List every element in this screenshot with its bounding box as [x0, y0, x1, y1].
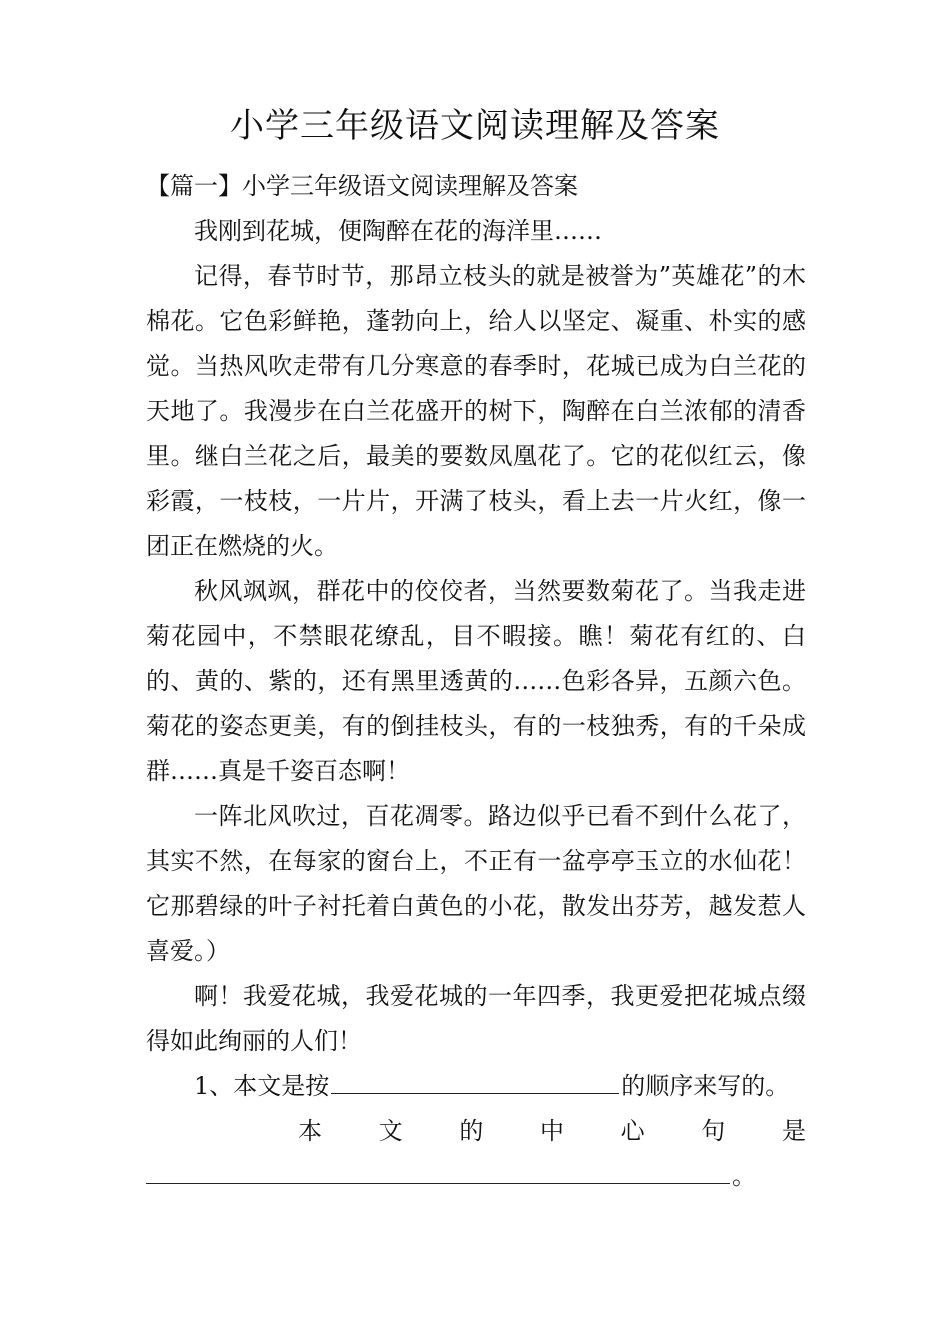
question-2	[146, 1109, 806, 1154]
paragraph-conclusion: 啊！我爱花城，我爱花城的一年四季，我更爱把花城点缀得如此绚丽的人们！	[146, 982, 806, 1055]
question-1-suffix: 的顺序来写的。	[621, 1072, 790, 1100]
question-2-char: 心	[620, 1117, 645, 1145]
paragraph-autumn: 秋风飒飒，群花中的佼佼者，当然要数菊花了。当我走进菊花园中，不禁眼花缭乱，目不暇接。瞧！菊花有红的、白的、黄的、紫的，还有黑里透黄的……色彩各异，五颜六色。菊花的姿态更美，有的倒挂枝头，有的一枝独秀，有的千朵成群……真是千姿百态啊！	[146, 577, 806, 785]
question-2-char: 本	[298, 1117, 322, 1145]
question-2-end: 。	[732, 1162, 756, 1190]
question-2-char: 文	[378, 1117, 403, 1145]
question-1-answer-blank[interactable]	[331, 1065, 619, 1094]
question-2-char: 的	[459, 1117, 484, 1145]
question-2-char: 句	[701, 1117, 726, 1145]
question-2-char: 是	[781, 1117, 806, 1145]
article-body	[146, 209, 806, 1199]
question-2-char: 中	[539, 1117, 564, 1145]
section-heading: 【篇一】小学三年级语文阅读理解及答案	[146, 172, 578, 200]
question-1-prefix: 1、本文是按	[194, 1072, 330, 1100]
paragraph-intro: 我刚到花城，便陶醉在花的海洋里……	[194, 217, 602, 245]
question-2-answer-line	[146, 1154, 806, 1199]
question-2-answer-blank[interactable]	[146, 1155, 730, 1184]
document-title: 小学三年级语文阅读理解及答案	[230, 106, 720, 146]
question-1	[146, 1064, 806, 1109]
paragraph-spring: 记得，春节时节，那昂立枝头的就是被誉为”英雄花”的木棉花。它色彩鲜艳，蓬勃向上，给人以坚定、凝重、朴实的感觉。当热风吹走带有几分寒意的春季时，花城已成为白兰花的天地了。我漫步在白兰花盛开的树下，陶醉在白兰浓郁的清香里。继白兰花之后，最美的要数凤凰花了。它的花似红云，像彩霞，一枝枝，一片片，开满了枝头，看上去一片火红，像一团正在燃烧的火。	[146, 262, 806, 560]
paragraph-winter: 一阵北风吹过，百花凋零。路边似乎已看不到什么花了，其实不然，在每家的窗台上，不正有一盆亭亭玉立的水仙花！它那碧绿的叶子衬托着白黄色的小花，散发出芬芳，越发惹人喜爱。）	[146, 802, 806, 965]
